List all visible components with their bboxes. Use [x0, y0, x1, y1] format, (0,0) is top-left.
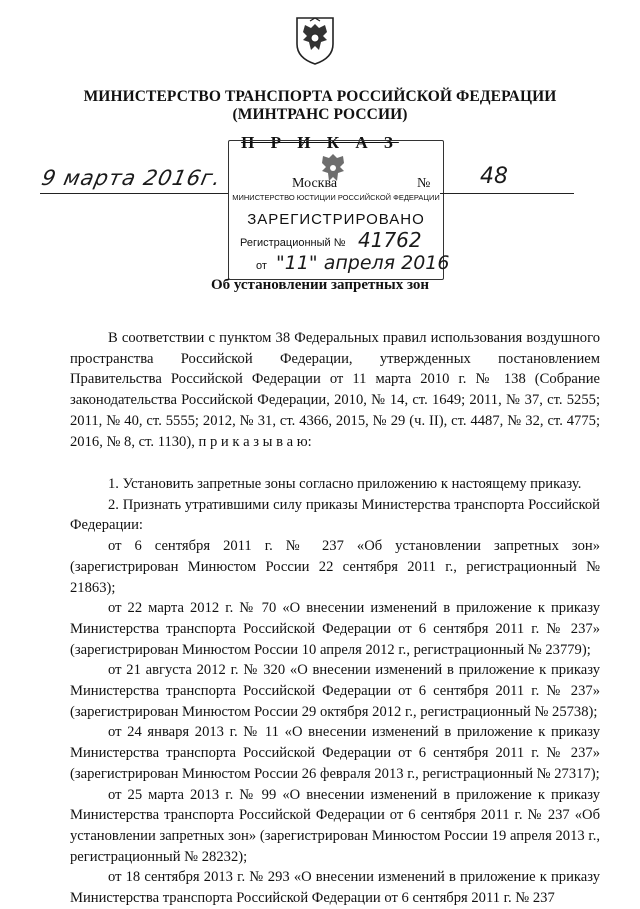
repealed-order-2: от 22 марта 2012 г. № 70 «О внесении изменений в приложение к приказу Министерства транспорта Российской Федерации от 6 сентября 2011 г. № 237» (зарегистрирован Минюстом России 10 апреля 2012 г., регистрационный № 23779);	[70, 600, 600, 658]
stamp-organization: МИНИСТЕРСТВО ЮСТИЦИИ РОССИЙСКОЙ ФЕДЕРАЦИИ	[232, 193, 440, 202]
stamp-reg-label: Регистрационный №	[240, 237, 346, 249]
order-number-sign: №	[417, 176, 431, 191]
state-emblem-icon	[293, 14, 337, 66]
repealed-order-3: от 21 августа 2012 г. № 320 «О внесении изменений в приложение к приказу Министерства транспорта Российской Федерации от 6 сентября 2011 г. № 237» (зарегистрирован Минюстом России 29 октября 2012 г., регистрационный № 25738);	[70, 662, 600, 720]
order-date-handwritten: 9 марта 2016г.	[39, 166, 224, 190]
number-underline	[440, 193, 574, 194]
order-title: П Р И К А З	[241, 133, 399, 152]
item-1: 1. Установить запретные зоны согласно приложению к настоящему приказу.	[108, 476, 582, 492]
ministry-short-name: (МИНТРАНС РОССИИ)	[232, 106, 408, 123]
repealed-order-4: от 24 января 2013 г. № 11 «О внесении изменений в приложение к приказу Министерства транспорта Российской Федерации от 6 сентября 2011 г. № 237» (зарегистрирован Минюстом России 26 февраля 2013 г., регистрационный № 27317);	[70, 724, 600, 782]
stamp-reg-number: 41762	[358, 228, 422, 252]
item-2: 2. Признать утратившими силу приказы Министерства транспорта Российской Федерации:	[70, 496, 600, 534]
stamp-reg-date: "11" апреля 2016	[276, 252, 450, 274]
repealed-order-1: от 6 сентября 2011 г. № 237 «Об установлении запретных зон» (зарегистрирован Минюстом России 22 сентября 2011 г., регистрационный № 21863);	[70, 538, 600, 596]
stamp-date-label: от	[256, 260, 267, 272]
stamp-status: ЗАРЕГИСТРИРОВАНО	[247, 211, 425, 228]
repealed-order-5: от 25 марта 2013 г. № 99 «О внесении изменений в приложение к приказу Министерства транспорта Российской Федерации от 6 сентября 2011 г. № 237 «Об установлении запретных зон» (зарегистрирован Минюстом России 19 апреля 2013 г., регистрационный № 28232);	[70, 786, 600, 865]
preamble-paragraph: В соответствии с пунктом 38 Федеральных правил использования воздушного пространства Российской Федерации, утвержденных постановлением Правительства Российской Федерации от 11 марта 2010 г. № 138 (Собрание законодательства Российской Федерации, 2010, № 14, ст. 1649; 2011, № 37, ст. 5255; 2011, № 40, ст. 5555; 2012, № 31, ст. 4366, 2015, № 29 (ч. II), ст. 4487, № 32, ст. 4775; 2016, № 8, ст. 1130), п р и к а з ы в а ю:	[70, 330, 600, 450]
date-underline	[40, 193, 228, 194]
ministry-name: МИНИСТЕРСТВО ТРАНСПОРТА РОССИЙСКОЙ ФЕДЕРАЦИИ	[83, 88, 557, 105]
order-items	[70, 474, 600, 909]
order-number-handwritten: 48	[480, 164, 508, 189]
order-city: Москва	[292, 176, 338, 191]
repealed-order-6: от 18 сентября 2013 г. № 293 «О внесении изменений в приложение к приказу Министерства транспорта Российской Федерации от 6 сентября 2011 г. № 237	[70, 869, 600, 907]
order-subject: Об установлении запретных зон	[210, 277, 430, 293]
